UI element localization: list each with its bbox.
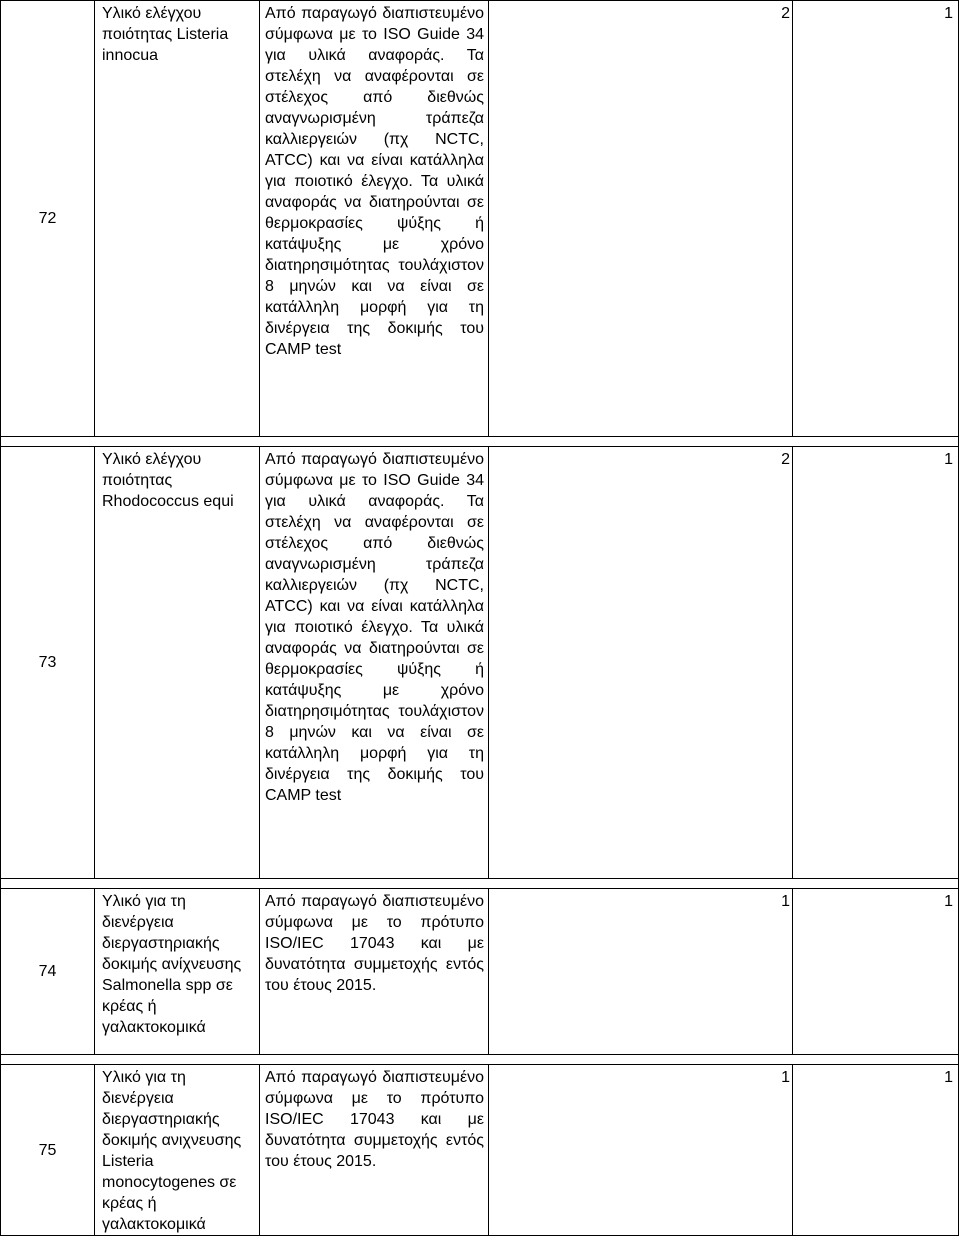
material-specification: Από παραγωγό διαπιστευμένο σύμφωνα με το ISO Guide 34 για υλικά αναφοράς. Τα στελέχη να αναφέρονται σε στέλεχος από διεθνώς αναγνωρισμένη τράπεζα καλλιεργειών (πχ NCTC, ATCC) και να είναι κατάλληλα για ποιοτικό έλεγχο. Τα υλικά αναφοράς να διατηρούνται σε θερμοκρασίες ψύξης ή κατάψυξης με χρόνο διατηρησιμότητας τουλάχιστον 8 μηνών και να είναι σε κατάλληλη μορφή για τη δινέργεια της δοκιμής του CAMP test (260, 1, 489, 437)
material-specification: Από παραγωγό διαπιστευμένο σύμφωνα με το ISO Guide 34 για υλικά αναφοράς. Τα στελέχη να αναφέρονται σε στέλεχος από διεθνώς αναγνωρισμένη τράπεζα καλλιεργειών (πχ NCTC, ATCC) και να είναι κατάλληλα για ποιοτικό έλεγχο. Τα υλικά αναφοράς να διατηρούνται σε θερμοκρασίες ψύξης ή κατάψυξης με χρόνο διατηρησιμότητας τουλάχιστον 8 μηνών και να είναι σε κατάλληλη μορφή για τη δινέργεια της δοκιμής του CAMP test (260, 447, 489, 879)
quantity-b: 1 (793, 1065, 959, 1236)
row-spacer (1, 437, 959, 447)
row-number: 74 (1, 889, 95, 1055)
table-row (1, 447, 959, 879)
quantity-b: 1 (793, 447, 959, 879)
table-row (1, 1, 959, 437)
row-number: 73 (1, 447, 95, 879)
quantity-a: 2 (489, 447, 793, 879)
quantity-b: 1 (793, 1, 959, 437)
table-row (1, 889, 959, 1055)
row-number: 75 (1, 1065, 95, 1236)
material-specification: Από παραγωγό διαπιστευμένο σύμφωνα με το πρότυπο ISO/IEC 17043 και με δυνατότητα συμμετοχής εντός του έτους 2015. (260, 1065, 489, 1236)
material-name: Υλικό για τη διενέργεια διεργαστηριακής δοκιμής ανιχνευσης Listeria monocytogenes σε κρέας ή γαλακτοκομικά (95, 1065, 260, 1236)
quantity-a: 1 (489, 889, 793, 1055)
table-row (1, 1065, 959, 1236)
quantity-a: 2 (489, 1, 793, 437)
quantity-a: 1 (489, 1065, 793, 1236)
quantity-b: 1 (793, 889, 959, 1055)
material-name: Υλικό ελέγχου ποιότητας Rhodococcus equi (95, 447, 260, 879)
row-spacer (1, 1055, 959, 1065)
material-name: Υλικό ελέγχου ποιότητας Listeria innocua (95, 1, 260, 437)
material-name: Υλικό για τη διενέργεια διεργαστηριακής δοκιμής ανίχνευσης Salmonella spp σε κρέας ή γαλακτοκομικά (95, 889, 260, 1055)
row-spacer (1, 879, 959, 889)
row-number: 72 (1, 1, 95, 437)
material-specification: Από παραγωγό διαπιστευμένο σύμφωνα με το πρότυπο ISO/IEC 17043 και με δυνατότητα συμμετοχής εντός του έτους 2015. (260, 889, 489, 1055)
